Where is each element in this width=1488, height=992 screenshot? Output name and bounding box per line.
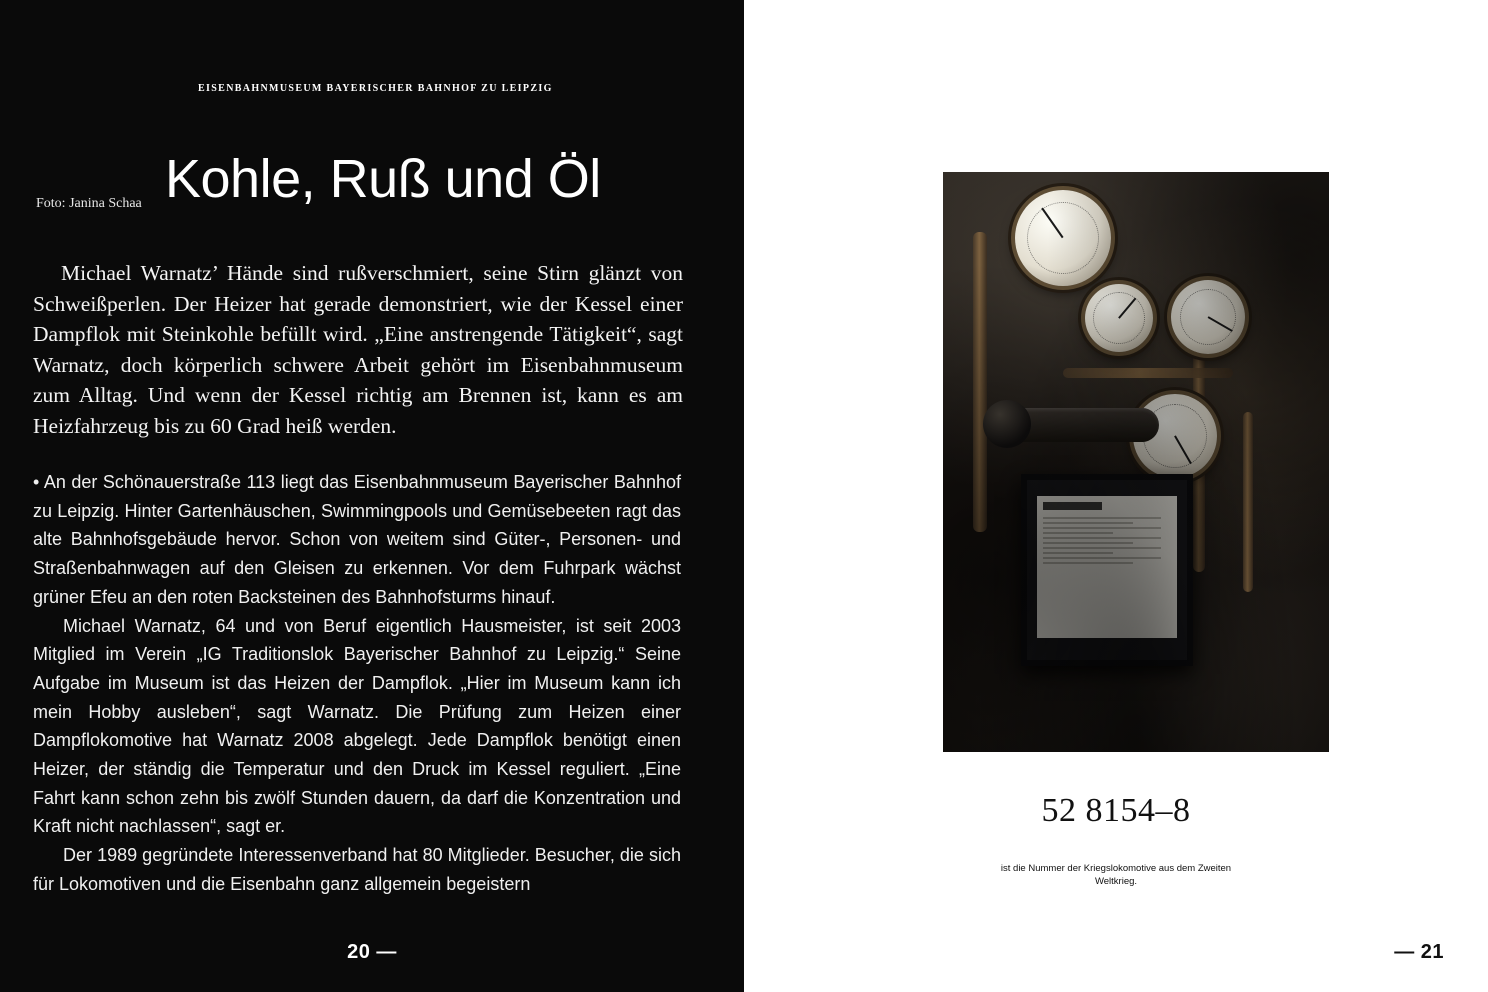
pipe — [1063, 368, 1233, 378]
pipe — [973, 232, 987, 532]
pressure-gauge-icon — [1171, 280, 1245, 354]
photo — [943, 172, 1329, 752]
pipe — [1243, 412, 1253, 592]
page-title: Kohle, Ruß und Öl — [165, 149, 601, 210]
clipboard — [1021, 474, 1193, 666]
photo-caption: ist die Nummer der Kriegslokomotive aus dem Zweiten Weltkrieg. — [1000, 863, 1232, 887]
body-paragraph: Der 1989 gegründete Interessenverband hat 80 Mitglieder. Besucher, die sich für Lokomotiven und die Eisenbahn ganz allgemein begeistern — [33, 845, 681, 894]
valve-knob — [983, 400, 1031, 448]
locomotive-number: 52 8154–8 — [1041, 792, 1191, 829]
lead-paragraph: Michael Warnatz’ Hände sind rußverschmiert, seine Stirn glänzt von Schweißperlen. Der Heizer hat gerade demonstriert, wie der Kessel einer Dampflok mit Steinkohle befüllt wird. „Eine anstrengende Tätigkeit“, sagt Warnatz, doch körperlich schwere Arbeit gehört im Eisenbahnmuseum zum Alltag. Und wenn der Kessel richtig am Brennen ist, kann es am Heizfahrzeug bis zu 60 Grad heiß werden. — [33, 261, 683, 438]
article-body — [33, 468, 681, 899]
pressure-gauge-icon — [1085, 284, 1153, 352]
right-page — [744, 0, 1488, 992]
clipboard-paper — [1037, 496, 1177, 638]
page-number-right: — 21 — [1394, 941, 1444, 963]
kicker-line: EISENBAHNMUSEUM BAYERISCHER BAHNHOF ZU LEIPZIG — [198, 83, 553, 94]
page-number-left: 20 — — [347, 941, 397, 963]
body-paragraph: Michael Warnatz, 64 und von Beruf eigentlich Hausmeister, ist seit 2003 Mitglied im Verein „IG Traditionslok Bayerischer Bahnhof zu Leipzig.“ Seine Aufgabe im Museum ist das Heizen der Dampflok. „Hier im Museum kann ich mein Hobby ausleben“, sagt Warnatz. Die Prüfung zum Heizen einer Dampflokomotive hat Warnatz 2008 abgelegt. Jede Dampflok benötigt einen Heizer, der ständig die Temperatur und den Druck im Kessel reguliert. „Eine Fahrt kann schon zehn bis zwölf Stunden dauern, da darf die Konzentration und Kraft nicht nachlassen“, sagt er. — [33, 615, 681, 837]
photo-credit: Foto: Janina Schaa — [36, 196, 142, 211]
body-paragraph: • An der Schönauerstraße 113 liegt das Eisenbahnmuseum Bayerischer Bahnhof zu Leipzig. Hinter Gartenhäuschen, Swimmingpools und Gemüsebeeten ragt das alte Bahnhofsgebäude hervor. Schon von weitem sind Güter-, Personen- und Straßenbahnwagen auf den Gleisen zu erkennen. Vor dem Fuhrpark wächst grüner Efeu an den roten Backsteinen des Bahnhofsturms hinauf. — [33, 472, 681, 607]
pressure-gauge-icon — [1015, 190, 1111, 286]
